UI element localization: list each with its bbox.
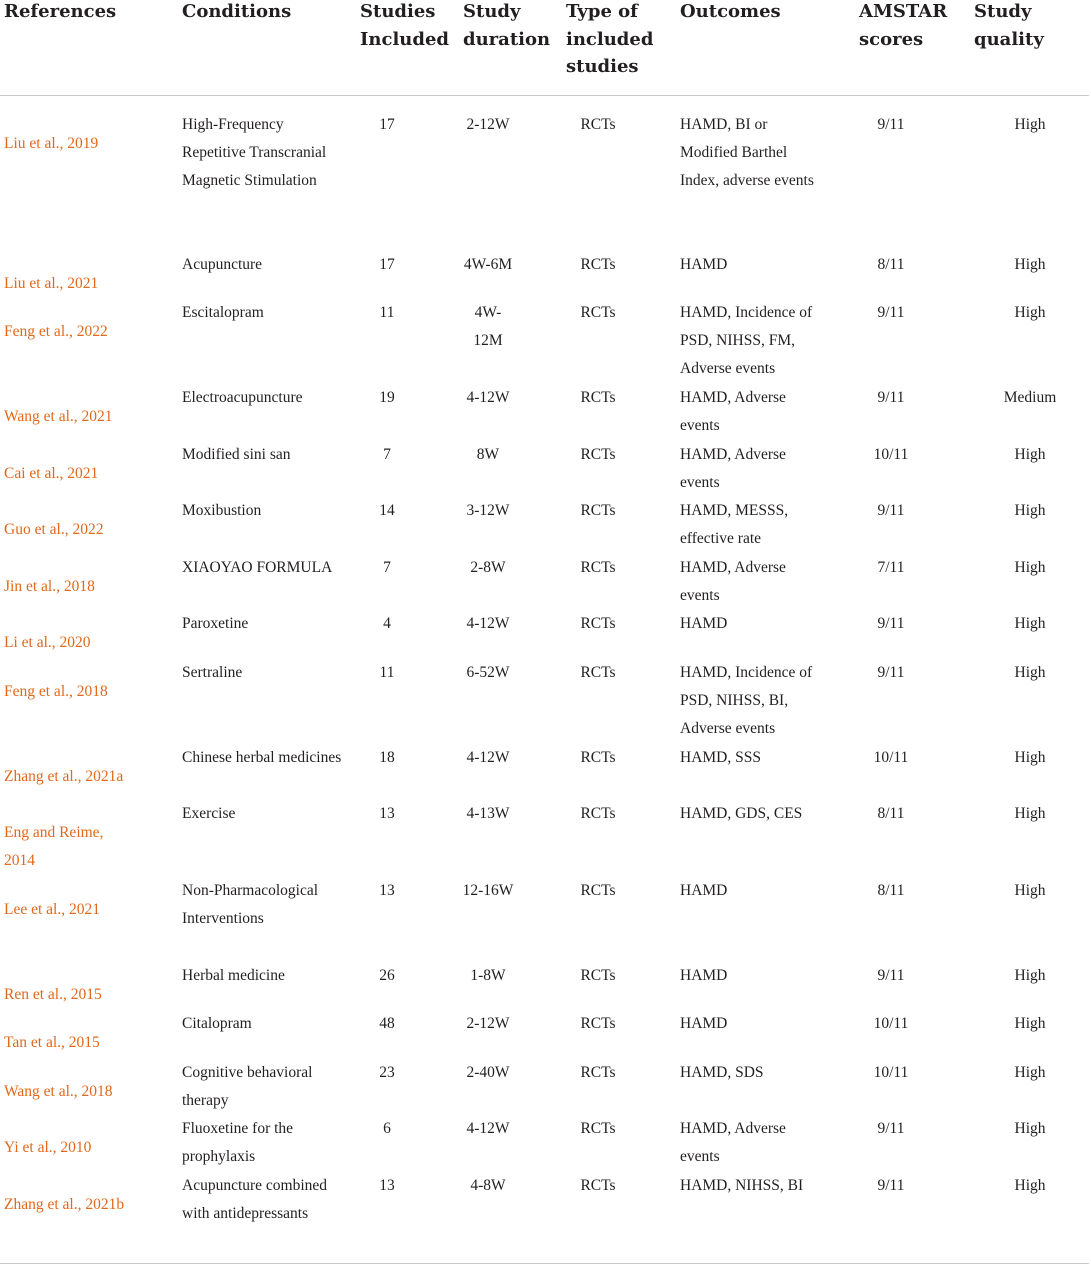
reference-link[interactable]: Zhang et al., 2021a [4,768,124,785]
duration-cell: 2-12W [466,116,510,133]
duration-cell: 2-40W [466,1064,510,1081]
studies-cell: 23 [379,1064,395,1081]
amstar-cell: 9/11 [877,389,905,406]
amstar-cell: 9/11 [877,502,905,519]
outcomes-cell: HAMD, GDS, CES [680,805,803,822]
header-references: References [4,1,117,22]
amstar-cell: 8/11 [877,805,905,822]
type-cell: RCTs [580,749,616,766]
condition-cell: High-Frequency Repetitive Transcranial Magnetic Stimulation [182,116,327,189]
amstar-cell: 9/11 [877,664,905,681]
condition-cell: Citalopram [182,1015,252,1032]
reference-link[interactable]: Tan et al., 2015 [4,1034,100,1051]
quality-cell: High [1014,446,1046,463]
quality-cell: High [1014,559,1046,576]
quality-cell: High [1014,882,1046,899]
studies-cell: 7 [383,446,391,463]
type-cell: RCTs [580,559,616,576]
header-study-quality: Study quality [974,1,1044,50]
reference-link[interactable]: Ren et al., 2015 [4,986,102,1003]
outcomes-cell: HAMD, MESSS, effective rate [680,502,789,547]
outcomes-cell: HAMD, Adverse events [680,389,786,434]
quality-cell: High [1014,967,1046,984]
type-cell: RCTs [580,615,616,632]
reference-link[interactable]: Zhang et al., 2021b [4,1196,125,1213]
amstar-cell: 9/11 [877,615,905,632]
quality-cell: High [1014,1177,1046,1194]
outcomes-cell: HAMD, Adverse events [680,446,786,491]
header-outcomes: Outcomes [680,1,781,22]
duration-cell: 4W- 12M [473,304,503,349]
duration-cell: 2-12W [466,1015,510,1032]
amstar-cell: 7/11 [877,559,905,576]
duration-cell: 12-16W [462,882,514,899]
reference-link[interactable]: Liu et al., 2019 [4,135,99,152]
duration-cell: 4-12W [466,1120,510,1137]
reference-link[interactable]: Jin et al., 2018 [4,578,95,595]
amstar-cell: 10/11 [873,749,909,766]
condition-cell: Non-Pharmacological Interventions [182,882,319,927]
header-amstar-scores: AMSTAR scores [859,1,948,50]
reference-link[interactable]: Eng and Reime, 2014 [4,824,104,869]
condition-cell: Fluoxetine for the prophylaxis [182,1120,294,1165]
type-cell: RCTs [580,1120,616,1137]
quality-cell: High [1014,1120,1046,1137]
amstar-cell: 9/11 [877,967,905,984]
header-studies-included: Studies Included [360,1,450,50]
amstar-cell: 9/11 [877,1120,905,1137]
duration-cell: 1-8W [470,967,506,984]
type-cell: RCTs [580,805,616,822]
condition-cell: Exercise [182,805,236,822]
outcomes-cell: HAMD, Incidence of PSD, NIHSS, FM, Adverse events [680,304,813,377]
studies-cell: 7 [383,559,391,576]
header-study-duration: Study duration [463,1,551,50]
duration-cell: 4-8W [470,1177,506,1194]
duration-cell: 6-52W [466,664,510,681]
outcomes-cell: HAMD [680,1015,728,1032]
type-cell: RCTs [580,256,616,273]
outcomes-cell: HAMD, SSS [680,749,761,766]
condition-cell: Cognitive behavioral therapy [182,1064,313,1109]
amstar-cell: 10/11 [873,1015,909,1032]
studies-cell: 48 [379,1015,395,1032]
studies-cell: 17 [379,256,395,273]
quality-cell: High [1014,1064,1046,1081]
amstar-cell: 9/11 [877,304,905,321]
bottom-rule [0,1263,1089,1264]
condition-cell: Acupuncture [182,256,263,273]
type-cell: RCTs [580,967,616,984]
type-cell: RCTs [580,1064,616,1081]
studies-cell: 17 [379,116,395,133]
amstar-cell: 10/11 [873,1064,909,1081]
duration-cell: 3-12W [466,502,510,519]
studies-cell: 6 [383,1120,391,1137]
type-cell: RCTs [580,882,616,899]
quality-cell: Medium [1003,389,1057,406]
condition-cell: Acupuncture combined with antidepressants [182,1177,328,1222]
duration-cell: 8W [476,446,500,463]
studies-cell: 11 [379,664,395,681]
reference-link[interactable]: Liu et al., 2021 [4,275,99,292]
outcomes-cell: HAMD, NIHSS, BI [680,1177,804,1194]
studies-cell: 13 [379,1177,395,1194]
header-rule [0,95,1089,96]
outcomes-cell: HAMD, Adverse events [680,1120,786,1165]
type-cell: RCTs [580,502,616,519]
type-cell: RCTs [580,1015,616,1032]
type-cell: RCTs [580,664,616,681]
amstar-cell: 10/11 [873,446,909,463]
duration-cell: 2-8W [470,559,506,576]
studies-cell: 4 [383,615,391,632]
reference-link[interactable]: Guo et al., 2022 [4,521,104,538]
condition-cell: Sertraline [182,664,243,681]
reference-link[interactable]: Feng et al., 2018 [4,683,108,700]
quality-cell: High [1014,749,1046,766]
type-cell: RCTs [580,1177,616,1194]
outcomes-cell: HAMD, Incidence of PSD, NIHSS, BI, Adverse events [680,664,813,737]
condition-cell: XIAOYAO FORMULA [182,559,333,576]
amstar-cell: 8/11 [877,256,905,273]
amstar-cell: 9/11 [877,116,905,133]
duration-cell: 4-13W [466,805,510,822]
duration-cell: 4W-6M [463,256,513,273]
reference-link[interactable]: Li et al., 2020 [4,634,91,651]
table-header [0,0,1091,96]
condition-cell: Chinese herbal medicines [182,749,342,766]
studies-cell: 13 [379,882,395,899]
header-conditions: Conditions [182,1,292,22]
amstar-cell: 8/11 [877,882,905,899]
type-cell: RCTs [580,446,616,463]
reference-link[interactable]: Lee et al., 2021 [4,901,100,918]
quality-cell: High [1014,615,1046,632]
type-cell: RCTs [580,304,616,321]
outcomes-cell: HAMD [680,967,728,984]
outcomes-cell: HAMD, BI or Modified Barthel Index, adverse events [680,116,814,189]
outcomes-cell: HAMD [680,256,728,273]
outcomes-cell: HAMD, SDS [680,1064,764,1081]
condition-cell: Electroacupuncture [182,389,303,406]
duration-cell: 4-12W [466,389,510,406]
quality-cell: High [1014,1015,1046,1032]
studies-cell: 13 [379,805,395,822]
condition-cell: Paroxetine [182,615,249,632]
reference-link[interactable]: Yi et al., 2010 [4,1139,92,1156]
studies-cell: 11 [379,304,395,321]
quality-cell: High [1014,304,1046,321]
reference-link[interactable]: Wang et al., 2021 [4,408,113,425]
reference-link[interactable]: Cai et al., 2021 [4,465,99,482]
studies-cell: 14 [379,502,395,519]
condition-cell: Escitalopram [182,304,264,321]
studies-cell: 26 [379,967,395,984]
outcomes-cell: HAMD, Adverse events [680,559,786,604]
quality-cell: High [1014,664,1046,681]
type-cell: RCTs [580,116,616,133]
outcomes-cell: HAMD [680,615,728,632]
amstar-cell: 9/11 [877,1177,905,1194]
reference-link[interactable]: Feng et al., 2022 [4,323,108,340]
header-type-of-studies: Type of included studies [566,1,654,77]
duration-cell: 4-12W [466,615,510,632]
studies-cell: 19 [379,389,395,406]
duration-cell: 4-12W [466,749,510,766]
condition-cell: Moxibustion [182,502,262,519]
condition-cell: Modified sini san [182,446,291,463]
outcomes-cell: HAMD [680,882,728,899]
reference-link[interactable]: Wang et al., 2018 [4,1083,113,1100]
quality-cell: High [1014,256,1046,273]
quality-cell: High [1014,502,1046,519]
quality-cell: High [1014,116,1046,133]
quality-cell: High [1014,805,1046,822]
type-cell: RCTs [580,389,616,406]
condition-cell: Herbal medicine [182,967,285,984]
studies-cell: 18 [379,749,395,766]
